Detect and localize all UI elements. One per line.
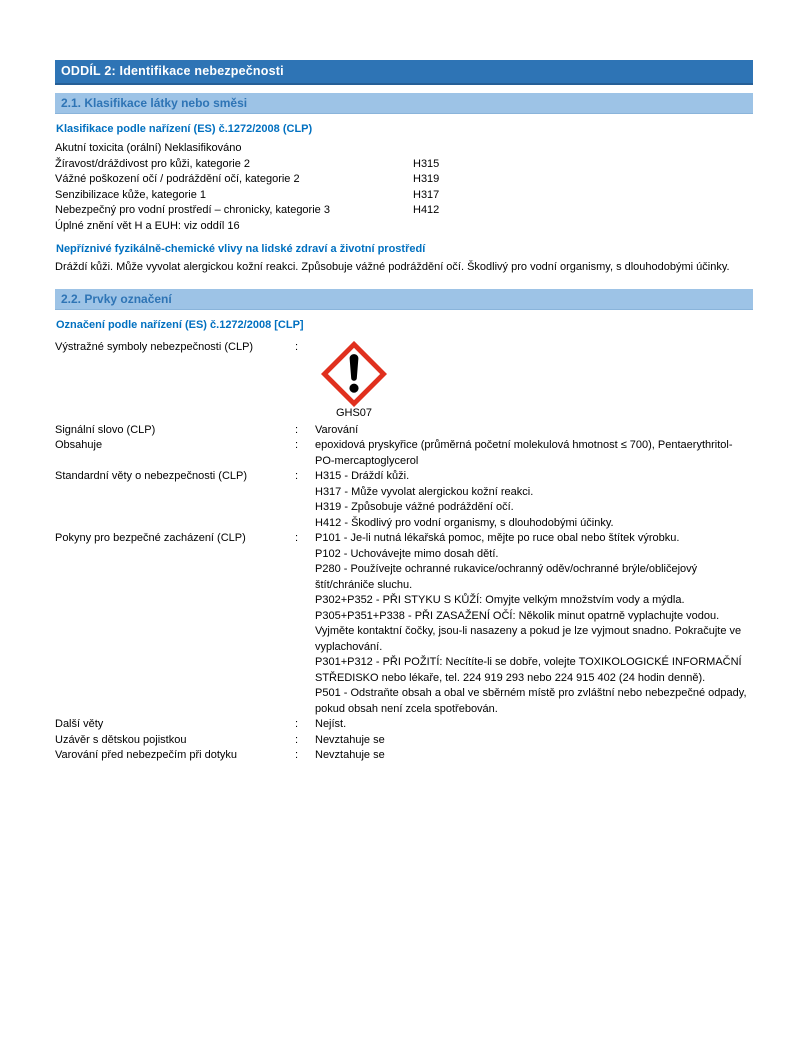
- field-label: Standardní věty o nebezpečnosti (CLP): [55, 470, 248, 482]
- field-separator: :: [295, 749, 299, 761]
- value-line: P301+P312 - PŘI POŽITÍ: Necítíte-li se dobře, volejte TOXIKOLOGICKÉ INFORMAČNÍ STŘEDISKO nebo lékaře, tel. 224 919 293 nebo 224 915 402 (24 hodin denně).: [315, 656, 742, 684]
- label-fields: [55, 340, 753, 764]
- hazard-class-text: Akutní toxicita (orální) Neklasifikováno: [55, 142, 242, 154]
- field-label: Pokyny pro bezpečné zacházení (CLP): [55, 532, 246, 544]
- field-row: [55, 423, 753, 439]
- field-value: [315, 340, 752, 423]
- hazard-code: H315: [413, 157, 440, 170]
- labelling-heading: Označení podle nařízení (ES) č.1272/2008 [CLP]: [56, 318, 304, 331]
- value-line: Nejíst.: [315, 718, 347, 730]
- value-line: epoxidová pryskyřice (průměrná početní molekulová hmotnost ≤ 700), Pentaerythritol-PO-mercaptoglycerol: [315, 439, 733, 467]
- adverse-effects-text: Dráždí kůži. Může vyvolat alergickou kožní reakci. Způsobuje vážné podráždění očí. Škodlivý pro vodní organismy, s dlouhodobými účinky.: [55, 261, 730, 273]
- value-line: H412 - Škodlivý pro vodní organismy, s dlouhodobými účinky.: [315, 516, 614, 529]
- value-line: P501 - Odstraňte obsah a obal ve sběrném místě pro zvláštní nebo nebezpečné odpady, pokud obsah není zcela spotřebován.: [315, 687, 747, 715]
- hazard-class-text: Žíravost/dráždivost pro kůži, kategorie 2: [55, 157, 251, 170]
- field-row: [55, 733, 753, 749]
- field-value: [315, 531, 752, 717]
- field-row: [55, 717, 753, 733]
- classification-row: [55, 172, 753, 188]
- classification-row: [55, 188, 753, 204]
- value-line: Varování: [315, 423, 359, 436]
- value-line: P302+P352 - PŘI STYKU S KŮŽÍ: Omyjte velkým množstvím vody a mýdla.: [315, 594, 685, 606]
- value-line: P101 - Je-li nutná lékařská pomoc, mějte po ruce obal nebo štítek výrobku.: [315, 532, 680, 544]
- field-separator: :: [295, 423, 299, 436]
- hazard-code: [413, 219, 753, 235]
- section-2-title: ODDÍL 2: Identifikace nebezpečnosti: [61, 64, 284, 78]
- hazard-class-text: Nebezpečný pro vodní prostředí – chronicky, kategorie 3: [55, 204, 330, 216]
- subsection-2-2-title: 2.2. Prvky označení: [61, 291, 172, 306]
- adverse-effects-heading: Nepříznivé fyzikálně-chemické vlivy na lidské zdraví a životní prostředí: [56, 243, 426, 255]
- field-row: [55, 469, 753, 531]
- hazard-code: [413, 141, 753, 157]
- value-line: H317 - Může vyvolat alergickou kožní reakci.: [315, 485, 534, 498]
- field-separator: :: [295, 470, 299, 482]
- value-line: Nevztahuje se: [315, 733, 385, 746]
- field-label: Další věty: [55, 718, 104, 730]
- value-line: P102 - Uchovávejte mimo dosah dětí.: [315, 547, 499, 560]
- value-line: P305+P351+P338 - PŘI ZASAŽENÍ OČÍ: Několik minut opatrně vyplachujte vodou. Vyjměte kontaktní čočky, jsou-li nasazeny a pokud je lze vyjmout snadno. Pokračujte ve vyplachování.: [315, 609, 742, 653]
- field-label: Obsahuje: [55, 439, 103, 451]
- field-row: [55, 340, 753, 423]
- classification-heading: Klasifikace podle nařízení (ES) č.1272/2008 (CLP): [56, 123, 313, 135]
- hazard-code: H412: [413, 204, 440, 216]
- field-value: [315, 717, 752, 733]
- field-row: [55, 748, 753, 764]
- field-separator: :: [295, 532, 299, 544]
- field-separator: :: [295, 733, 299, 746]
- hazard-code: H317: [413, 188, 440, 201]
- hazard-code: H319: [413, 173, 440, 185]
- field-value: [315, 469, 752, 531]
- classification-row: [55, 203, 753, 219]
- classification-table: [55, 141, 753, 234]
- value-line: P280 - Používejte ochranné rukavice/ochranný oděv/ochranné brýle/obličejový štít/chrániče sluchu.: [315, 563, 698, 591]
- classification-row: [55, 157, 753, 173]
- section-2-header-bar: [55, 60, 753, 85]
- field-value: [315, 733, 752, 749]
- field-separator: :: [295, 718, 299, 730]
- value-line: H319 - Způsobuje vážné podráždění očí.: [315, 501, 514, 513]
- field-label: Výstražné symboly nebezpečnosti (CLP): [55, 340, 254, 353]
- value-line: Nevztahuje se: [315, 749, 385, 761]
- field-label: Uzávěr s dětskou pojistkou: [55, 733, 187, 746]
- hazard-class-text: Senzibilizace kůže, kategorie 1: [55, 188, 207, 201]
- value-line: H315 - Dráždí kůži.: [315, 470, 410, 482]
- field-value: [315, 438, 752, 469]
- hazard-class-text: Úplné znění vět H a EUH: viz oddíl 16: [55, 219, 240, 232]
- hazard-class-text: Vážné poškození očí / podráždění očí, kategorie 2: [55, 173, 300, 185]
- classification-row: [55, 219, 753, 235]
- ghs07-pictogram: [321, 341, 387, 421]
- field-row: [55, 531, 753, 717]
- field-value: [315, 748, 752, 764]
- subsection-2-1-title: 2.1. Klasifikace látky nebo směsi: [61, 96, 248, 110]
- ghs07-exclamation-icon: [321, 341, 387, 407]
- field-value: [315, 423, 752, 439]
- field-separator: :: [295, 340, 299, 353]
- pictogram-caption: GHS07: [335, 406, 373, 419]
- field-label: Varování před nebezpečím při dotyku: [55, 749, 238, 761]
- field-label: Signální slovo (CLP): [55, 423, 156, 436]
- subsection-2-1-bar: [55, 93, 753, 114]
- classification-row: [55, 141, 753, 157]
- subsection-2-2-bar: [55, 289, 753, 310]
- field-row: [55, 438, 753, 469]
- field-separator: :: [295, 439, 299, 451]
